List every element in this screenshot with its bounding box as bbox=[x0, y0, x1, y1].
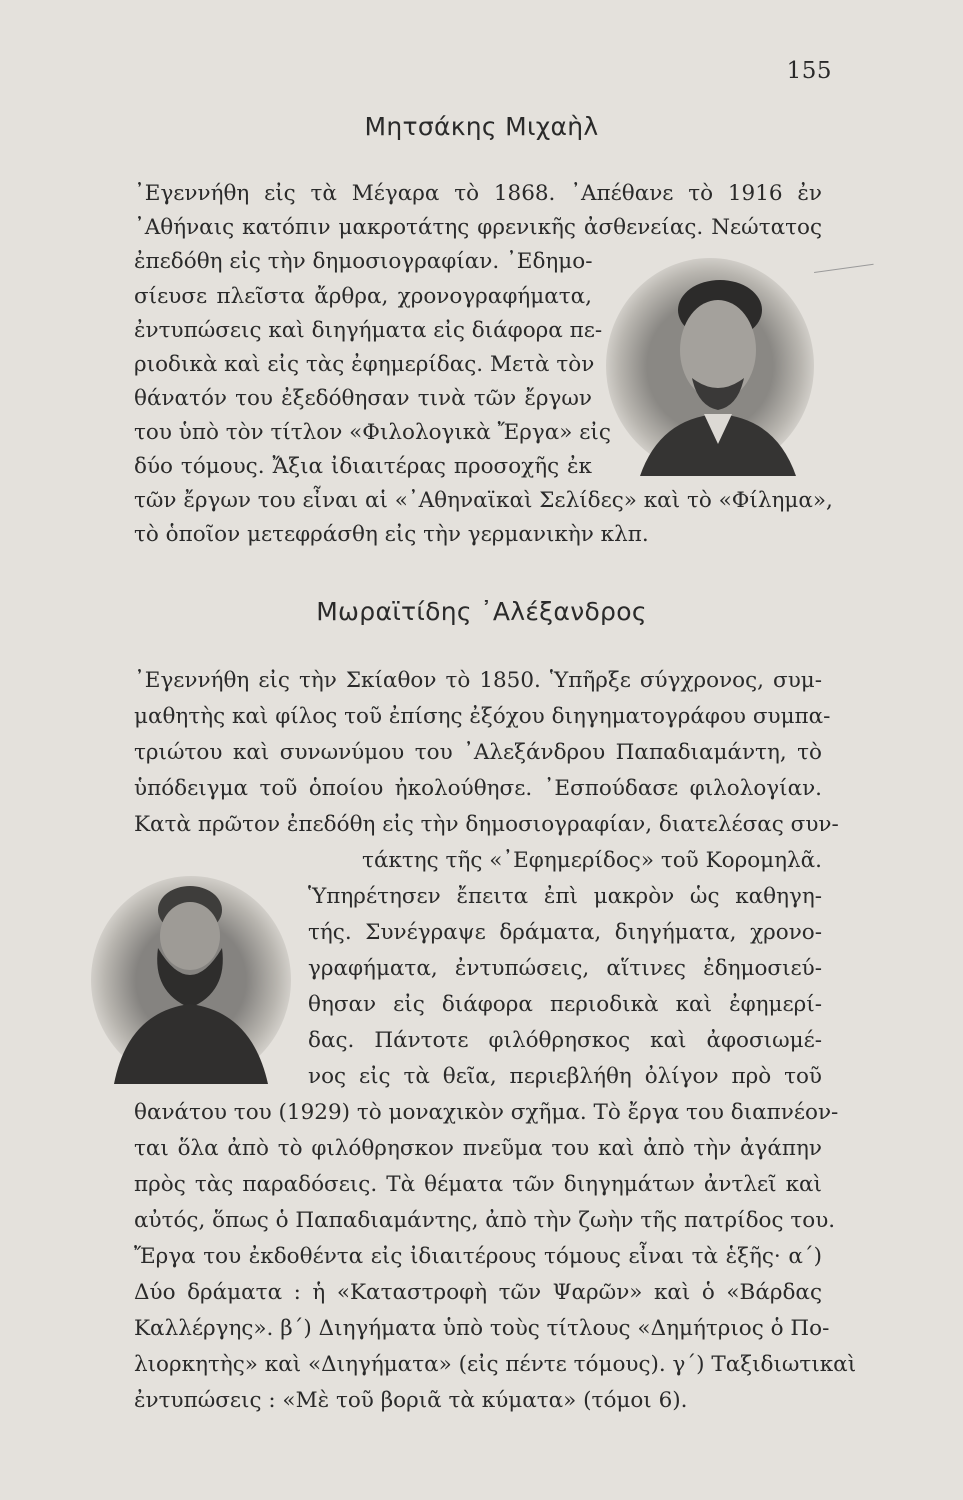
text-line: ᾿Εγεννήθη εἰς τὰ Μέγαρα τὸ 1868. ᾿Απέθανε τὸ 1916 ἐν bbox=[134, 181, 822, 206]
text-line: Ὑπηρέτησεν ἔπειτα ἐπὶ μακρὸν ὡς καθηγη- bbox=[308, 884, 822, 909]
text-line: λιορκητὴς» καὶ «Διηγήματα» (εἰς πέντε τόμους). γ΄) Ταξιδιωτικαὶ bbox=[134, 1352, 857, 1377]
text-line: Ἔργα του ἐκδοθέντα εἰς ἰδιαιτέρους τόμους εἶναι τὰ ἑξῆς· α΄) bbox=[134, 1244, 822, 1269]
text-line: Καλλέργης». β΄) Διηγήματα ὑπὸ τοὺς τίτλους «Δημήτριος ὁ Πο- bbox=[134, 1316, 830, 1341]
text-line: ἐντυπώσεις καὶ διηγήματα εἰς διάφορα πε- bbox=[134, 318, 603, 343]
text-line: ἐπεδόθη εἰς τὴν δημοσιογραφίαν. ᾿Εδημο- bbox=[134, 249, 593, 274]
text-line: ται ὅλα ἀπὸ τὸ φιλόθρησκον πνεῦμα του καὶ ἀπὸ τὴν ἀγάπην bbox=[134, 1136, 822, 1161]
text-line: ὑπόδειγμα τοῦ ὁποίου ἠκολούθησε. ᾿Εσπούδασε φιλολογίαν. bbox=[134, 776, 822, 801]
text-line: θανάτου του (1929) τὸ μοναχικὸν σχῆμα. Τὸ ἔργα του διαπνέον- bbox=[134, 1100, 839, 1125]
page-number: 155 bbox=[786, 58, 832, 84]
text-line: ἐντυπώσεις : «Μὲ τοῦ βοριᾶ τὰ κύματα» (τόμοι 6). bbox=[134, 1388, 688, 1413]
portrait-moraitidis bbox=[86, 852, 296, 1087]
text-line: τάκτης τῆς «᾿Εφημερίδος» τοῦ Κορομηλᾶ. bbox=[362, 848, 822, 873]
text-line: του ὑπὸ τὸν τίτλον «Φιλολογικὰ Ἔργα» εἰς bbox=[134, 420, 611, 445]
text-line: θησαν εἰς διάφορα περιοδικὰ καὶ ἐφημερί- bbox=[308, 992, 822, 1017]
section-heading-moraitidis: Μωραϊτίδης ᾿Αλέξανδρος bbox=[316, 597, 647, 626]
text-line: Δύο δράματα : ἡ «Καταστροφὴ τῶν Ψαρῶν» καὶ ὁ «Βάρδας bbox=[134, 1280, 822, 1305]
text-line: τής. Συνέγραψε δράματα, διηγήματα, χρονο- bbox=[308, 920, 822, 945]
text-line: γραφήματα, ἐντυπώσεις, αἵτινες ἐδημοσιεύ- bbox=[308, 956, 822, 981]
text-line: τῶν ἔργων του εἶναι αἱ «᾿Αθηναϊκαὶ Σελίδες» καὶ τὸ «Φίλημα», bbox=[134, 488, 833, 513]
text-line: σίευσε πλεῖστα ἄρθρα, χρονογραφήματα, bbox=[134, 284, 592, 309]
text-line: νος εἰς τὰ θεῖα, περιεβλήθη ὀλίγον πρὸ τοῦ bbox=[308, 1064, 822, 1089]
text-line: Κατὰ πρῶτον ἐπεδόθη εἰς τὴν δημοσιογραφίαν, διατελέσας συν- bbox=[134, 812, 839, 837]
text-line: ριοδικὰ καὶ εἰς τὰς ἐφημερίδας. Μετὰ τὸν bbox=[134, 352, 595, 377]
text-line: τὸ ὁποῖον μετεφράσθη εἰς τὴν γερμανικὴν κλπ. bbox=[134, 522, 649, 547]
text-line: πρὸς τὰς παραδόσεις. Τὰ θέματα τῶν διηγημάτων ἀντλεῖ καὶ bbox=[134, 1172, 822, 1197]
text-line: ᾿Αθήναις κατόπιν μακροτάτης φρενικῆς ἀσθενείας. Νεώτατος bbox=[134, 215, 822, 240]
text-line: ᾿Εγεννήθη εἰς τὴν Σκίαθον τὸ 1850. Ὑπῆρξε σύγχρονος, συμ- bbox=[134, 668, 822, 693]
text-line: μαθητὴς καὶ φίλος τοῦ ἐπίσης ἐξόχου διηγηματογράφου συμπα- bbox=[134, 704, 831, 729]
text-line: θάνατόν του ἐξεδόθησαν τινὰ τῶν ἔργων bbox=[134, 386, 592, 411]
portrait-mitsakis bbox=[600, 248, 820, 478]
section-heading-mitsakis: Μητσάκης Μιχαὴλ bbox=[364, 112, 599, 141]
text-line: δύο τόμους. Ἄξια ἰδιαιτέρας προσοχῆς ἐκ bbox=[134, 454, 592, 479]
text-line: αὐτός, ὅπως ὁ Παπαδιαμάντης, ἀπὸ τὴν ζωὴν τῆς πατρίδος του. bbox=[134, 1208, 836, 1233]
text-line: δας. Πάντοτε φιλόθρησκος καὶ ἀφοσιωμέ- bbox=[308, 1028, 822, 1053]
text-line: τριώτου καὶ συνωνύμου του ᾿Αλεξάνδρου Παπαδιαμάντη, τὸ bbox=[134, 740, 822, 765]
